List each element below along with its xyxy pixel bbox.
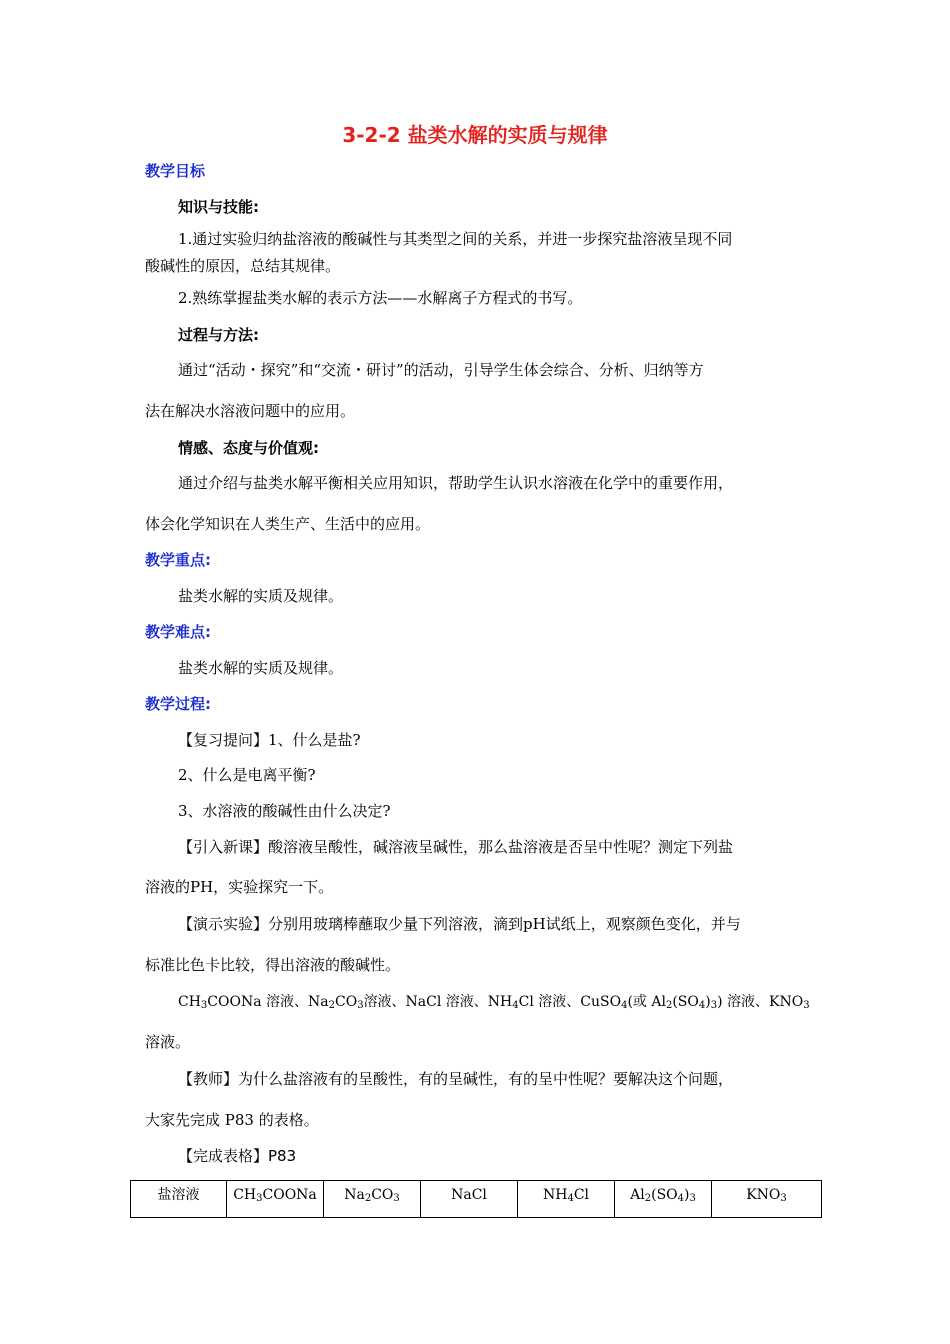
- demo-line-a: [178, 913, 741, 935]
- formula-part: NH: [542, 1187, 568, 1203]
- formula-subscript: 4: [677, 1193, 685, 1204]
- formula-part: ): [705, 994, 711, 1010]
- formula-part: Cl: [573, 1187, 590, 1203]
- formula-subscript: 2: [644, 1193, 652, 1204]
- knowledge-2: 2.熟练掌握盐类水解的表示方法——水解离子方程式的书写。: [178, 289, 583, 307]
- formula-part: KNO: [746, 1187, 781, 1203]
- table-header-cell: 盐溶液: [131, 1181, 227, 1217]
- key-points-text: 盐类水解的实质及规律。: [178, 587, 344, 605]
- formula-subscript: 4: [567, 1193, 574, 1204]
- formula-subscript: 3: [200, 1000, 208, 1011]
- intro-text-a: 酸溶液呈酸性，碱溶液呈碱性，那么盐溶液是否呈中性呢？测定下列盐: [268, 838, 734, 856]
- table-tag: 【完成表格】: [178, 1147, 269, 1165]
- demo-text-a: 分别用玻璃棒蘸取少量下列溶液，滴到pH试纸上，观察颜色变化，并与: [268, 915, 741, 933]
- knowledge-1-line-b: 酸碱性的原因，总结其规律。: [145, 257, 341, 275]
- formula-part: CO: [371, 1187, 394, 1203]
- solutions-end: 溶液。: [145, 1033, 191, 1051]
- heading-objectives: 教学目标: [145, 162, 206, 180]
- formula-part: (或 Al: [627, 994, 666, 1010]
- emotion-line-a: 通过介绍与盐类水解平衡相关应用知识，帮助学生认识水溶液在化学中的重要作用，: [178, 474, 734, 492]
- formula-part: ) 溶液、KNO: [717, 994, 804, 1010]
- formula-subscript: 3: [393, 1193, 400, 1204]
- heading-difficult-points: 教学难点:: [145, 623, 211, 641]
- review-question-3: 3、水溶液的酸碱性由什么决定?: [178, 802, 391, 820]
- formula-part: (SO: [651, 1187, 678, 1203]
- table-cell-nh4cl: [518, 1181, 615, 1217]
- table-ref: P83: [268, 1147, 297, 1165]
- formula-part: CO: [334, 994, 358, 1010]
- formula-part: CH: [233, 1187, 257, 1203]
- formula-part: (SO: [672, 994, 699, 1010]
- table-cell-na2co3: [324, 1181, 421, 1217]
- review-q1-text: 1、什么是盐?: [268, 731, 361, 749]
- salt-solution-table: [130, 1180, 822, 1218]
- formula-subscript: 2: [665, 1000, 673, 1011]
- process-line-b: 法在解决水溶液问题中的应用。: [145, 402, 356, 420]
- formula-part: ): [684, 1187, 690, 1203]
- teacher-line-b: 大家先完成 P83 的表格。: [145, 1111, 319, 1129]
- demo-tag: 【演示实验】: [178, 915, 269, 933]
- table-cell-nacl: NaCl: [421, 1181, 518, 1217]
- formula-part: Cl 溶液、CuSO: [518, 994, 622, 1010]
- process-line-a: 通过“活动・探究”和“交流・研讨”的活动，引导学生体会综合、分析、归纳等方: [178, 361, 704, 379]
- formula-part: Al: [630, 1187, 645, 1203]
- teacher-line-a: [178, 1068, 733, 1090]
- table-cell-al2so43: [615, 1181, 712, 1217]
- solutions-list: [178, 991, 810, 1013]
- knowledge-1-line-a: 1.通过实验归纳盐溶液的酸碱性与其类型之间的关系，并进一步探究盐溶液呈现不同: [178, 230, 733, 248]
- table-cell-kno3: [712, 1181, 821, 1217]
- formula-subscript: 3: [256, 1193, 263, 1204]
- formula-subscript: 2: [328, 1000, 335, 1011]
- formula-subscript: 3: [803, 1000, 810, 1011]
- formula-part: Na: [344, 1187, 365, 1203]
- emotion-line-b: 体会化学知识在人类生产、生活中的应用。: [145, 515, 431, 533]
- review-question-1: [178, 729, 361, 751]
- intro-line-b: 溶液的PH，实验探究一下。: [145, 878, 334, 896]
- formula-part: COONa 溶液、Na: [207, 994, 329, 1010]
- formula-part: COONa: [262, 1187, 317, 1203]
- heading-knowledge: 知识与技能:: [178, 198, 259, 216]
- page-title: 3-2-2 盐类水解的实质与规律: [342, 123, 608, 147]
- difficult-points-text: 盐类水解的实质及规律。: [178, 659, 344, 677]
- intro-tag: 【引入新课】: [178, 838, 269, 856]
- formula-subscript: 3: [780, 1193, 787, 1204]
- review-question-2: 2、什么是电离平衡?: [178, 766, 316, 784]
- formula-subscript: 4: [621, 1000, 628, 1011]
- table-caption: [178, 1145, 296, 1167]
- heading-procedure: 教学过程:: [145, 695, 211, 713]
- intro-line-a: [178, 836, 733, 858]
- formula-subscript: 3: [689, 1193, 696, 1204]
- table-cell-ch3coona: [227, 1181, 324, 1217]
- teacher-text-a: 为什么盐溶液有的呈酸性，有的呈碱性，有的呈中性呢？要解决这个问题，: [238, 1070, 734, 1088]
- formula-subscript: 4: [512, 1000, 519, 1011]
- formula-subscript: 2: [364, 1193, 372, 1204]
- formula-part: CH: [178, 994, 201, 1010]
- heading-key-points: 教学重点:: [145, 551, 211, 569]
- formula-subscript: 4: [698, 1000, 706, 1011]
- heading-process: 过程与方法:: [178, 326, 259, 344]
- heading-emotion: 情感、态度与价值观:: [178, 439, 319, 457]
- demo-line-b: 标准比色卡比较，得出溶液的酸碱性。: [145, 956, 401, 974]
- formula-subscript: 3: [357, 1000, 364, 1011]
- formula-subscript: 3: [710, 1000, 718, 1011]
- formula-part: 溶液、NaCl 溶液、NH: [363, 994, 513, 1010]
- review-tag: 【复习提问】: [178, 731, 269, 749]
- teacher-tag: 【教师】: [178, 1070, 239, 1088]
